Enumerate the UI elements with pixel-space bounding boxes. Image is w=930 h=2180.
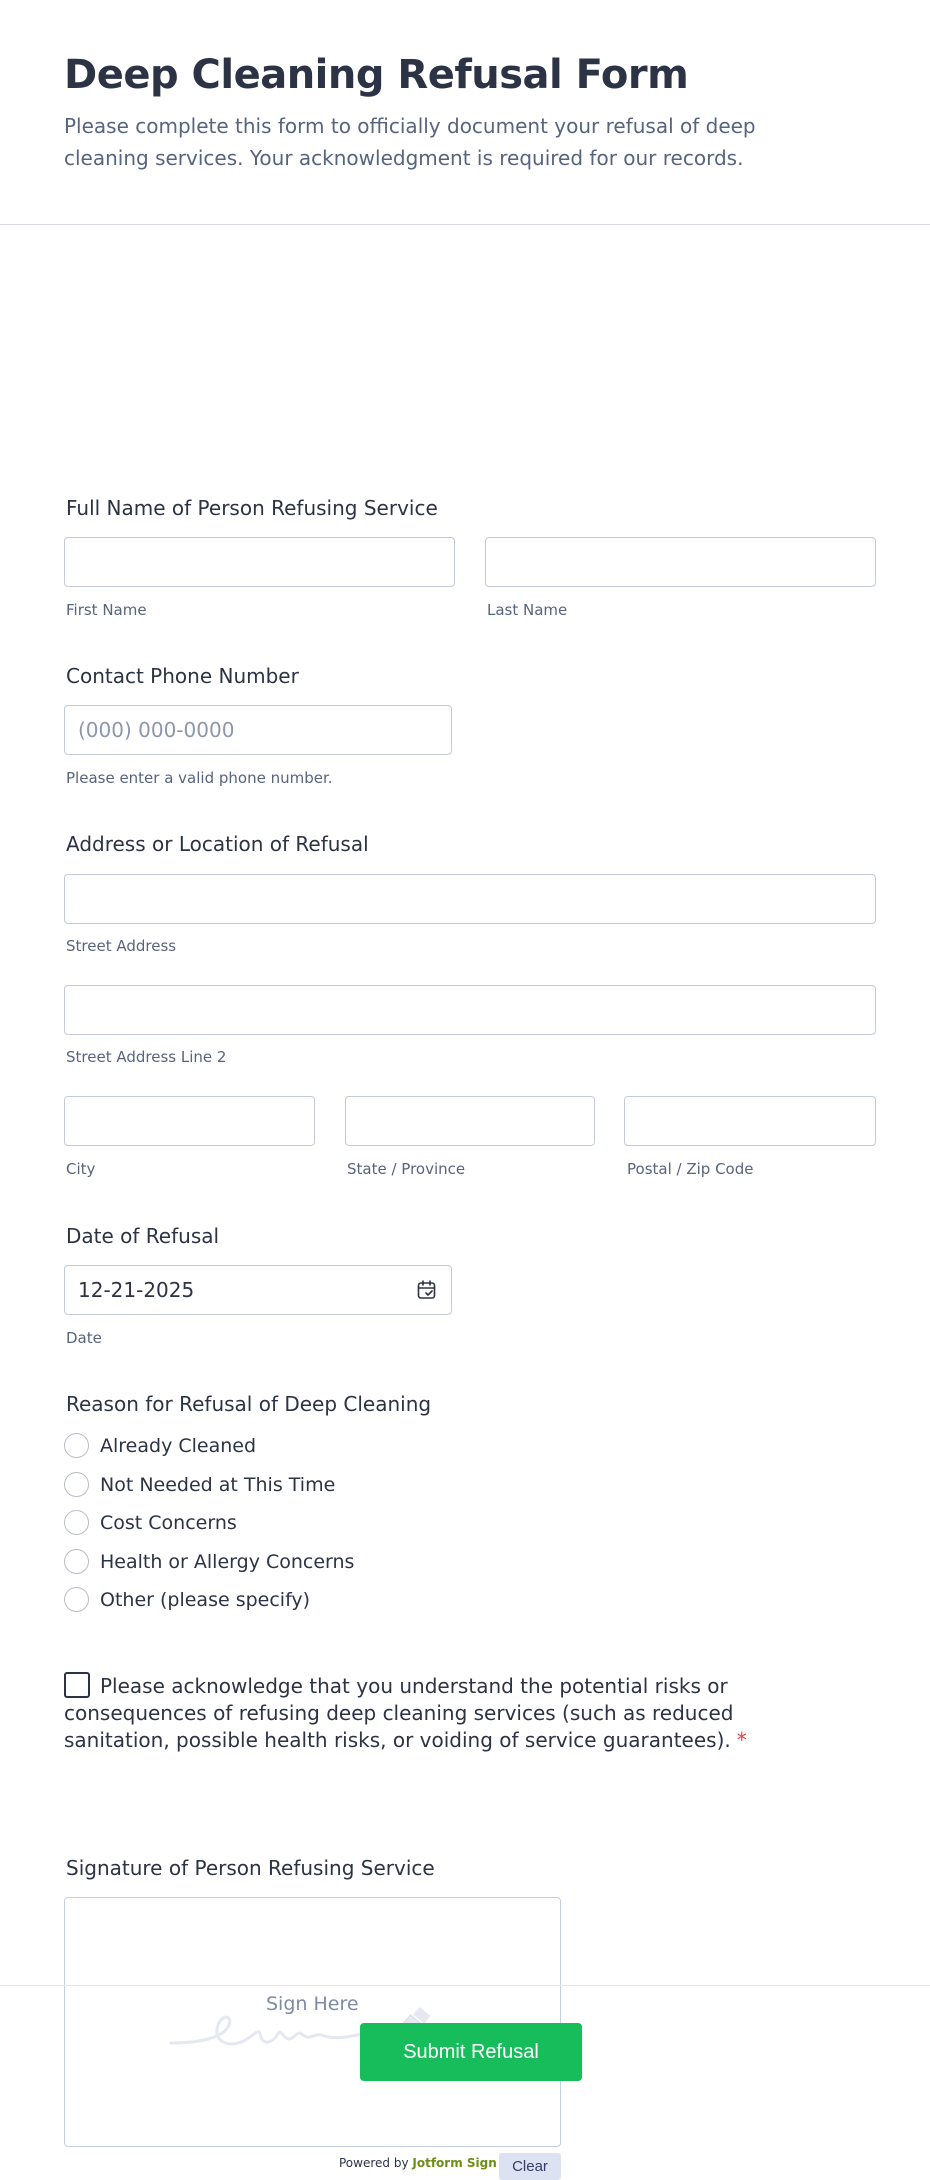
reason-option-already-cleaned[interactable] [64,1433,256,1458]
phone-input[interactable]: (000) 000-0000 [64,705,452,755]
first-name-input[interactable] [64,537,455,587]
clear-signature-button[interactable]: Clear [499,2153,561,2180]
reason-option-other[interactable] [64,1587,310,1612]
date-value: 12-21-2025 [78,1278,195,1302]
radio-label: Health or Allergy Concerns [100,1550,355,1573]
acknowledgment-checkbox[interactable] [64,1672,90,1698]
sign-here-placeholder: Sign Here [266,1993,359,2015]
jotform-sign-brand[interactable]: Jotform Sign [412,2156,497,2170]
calendar-icon[interactable] [416,1279,438,1301]
state-sublabel: State / Province [347,1160,466,1178]
required-asterisk: * [736,1728,747,1752]
date-input[interactable] [64,1265,452,1315]
street-address-line2-input[interactable] [64,985,876,1035]
radio-circle[interactable] [64,1433,89,1458]
first-name-sublabel: First Name [66,601,147,619]
street-address-line2-sublabel: Street Address Line 2 [66,1048,227,1066]
reason-option-not-needed[interactable] [64,1472,335,1497]
full-name-label: Full Name of Person Refusing Service [66,496,438,520]
submit-refusal-button[interactable]: Submit Refusal [360,2023,582,2081]
reason-label: Reason for Refusal of Deep Cleaning [66,1392,432,1416]
radio-circle[interactable] [64,1549,89,1574]
zip-code-sublabel: Postal / Zip Code [627,1160,754,1178]
street-address-sublabel: Street Address [66,937,177,955]
street-address-input[interactable] [64,874,876,924]
city-sublabel: City [66,1160,96,1178]
powered-by-prefix: Powered by [339,2156,409,2170]
form-subtitle: Please complete this form to officially document your refusal of deep cleaning services. Your acknowledgment is required for our records. [64,114,756,170]
radio-label: Other (please specify) [100,1588,311,1611]
signature-label: Signature of Person Refusing Service [66,1856,435,1880]
zip-code-input[interactable] [624,1096,876,1146]
form-header [0,0,930,225]
last-name-sublabel: Last Name [487,601,568,619]
city-input[interactable] [64,1096,315,1146]
state-input[interactable] [345,1096,595,1146]
phone-sublabel: Please enter a valid phone number. [66,769,333,787]
address-label: Address or Location of Refusal [66,832,369,856]
phone-label: Contact Phone Number [66,664,299,688]
radio-label: Cost Concerns [100,1511,237,1534]
date-label: Date of Refusal [66,1224,220,1248]
radio-label: Already Cleaned [100,1434,257,1457]
radio-circle[interactable] [64,1587,89,1612]
radio-circle[interactable] [64,1510,89,1535]
powered-by-text [339,2156,497,2170]
signature-pad[interactable] [64,1897,561,2147]
radio-label: Not Needed at This Time [100,1473,336,1496]
acknowledgment-text: Please acknowledge that you understand the potential risks or consequences of refusing deep cleaning services (such as reduced sanitation, possible health risks, or voiding of service guarantees). [64,1674,734,1752]
reason-option-cost-concerns[interactable] [64,1510,237,1535]
date-sublabel: Date [66,1329,102,1347]
form-footer-divider [0,1985,930,1986]
reason-option-health-allergy[interactable] [64,1549,354,1574]
last-name-input[interactable] [485,537,876,587]
radio-circle[interactable] [64,1472,89,1497]
form-title: Deep Cleaning Refusal Form [64,52,689,98]
acknowledgment-row [64,1672,754,1754]
